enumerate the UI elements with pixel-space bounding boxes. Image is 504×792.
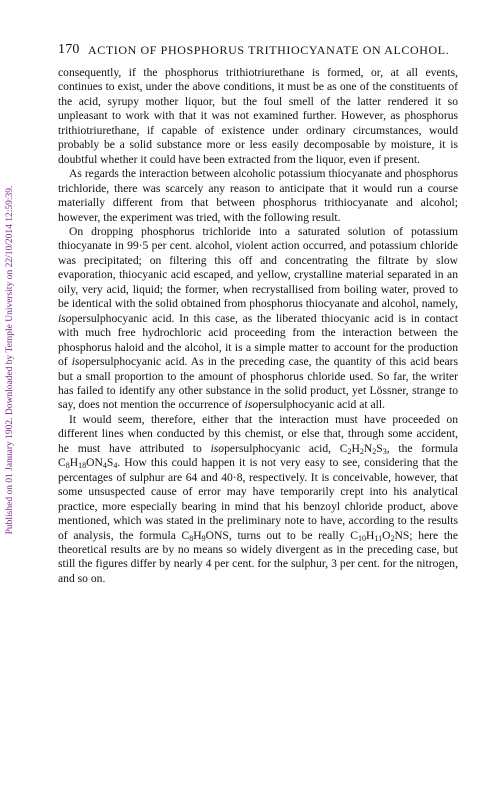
paragraph-1: consequently, if the phosphorus trithiotriurethane is formed, or, at all events, continues to exist, under the above conditions, it must be as one of the constituents of the acid, syrupy mother liquor, but the foul smell of the latter rendered it so unpleasant to work with that it was not examined further. However, as phosphorus trithiotriurethane, if capable of existence under ordinary circumstances, would probably be a solid substance more or less easily decomposable by moisture, it is doubtful whether it could have been extracted from the liquor, even if present. — [58, 66, 458, 166]
formula-subscript: 4 — [113, 461, 118, 471]
running-header — [58, 42, 458, 58]
formula-atom: S — [106, 456, 114, 470]
formula-subscript: 2 — [372, 446, 377, 456]
paragraph-2: As regards the interaction between alcoholic potassium thiocyanate and phosphorus trichloride, there was scarcely any reason to anticipate that it would run a course materially different from that between phosphorus trithiocyanate and alcohol; however, the experiment was tried, with the following result. — [58, 167, 458, 224]
formula-atom: ONS — [205, 528, 229, 542]
formula-atom: O — [382, 528, 391, 542]
formula-atom: H — [193, 528, 202, 542]
paragraph-3 — [58, 225, 458, 413]
text-run: . How this could happen it is not very easy to see, considering that the percentages of sulphur are 64 and 40·8, respectively. It is conceivable, however, that some unsuspected cause of error may have temporarily crept into his analytical practice, more especially bearing in mind that his benzoyl chloride product, above mentioned, which was stated in the preliminary note to have, according to the results of analysis, the formula — [58, 456, 458, 542]
formula-subscript: 11 — [374, 533, 383, 543]
text-run: It would seem, therefore, either that the interaction must have proceeded on different lines when conducted by this chemist, or else that, through some accident, he must have attributed to — [58, 412, 458, 455]
text-run: persulphocyanic acid. In this case, as the liberated thiocyanic acid is in contact with much free hydrochloric acid proceeding from the interaction between the phosphorus haloid and the alcohol, it is a simple matter to account for the production of — [58, 311, 458, 369]
formula-atom: C — [58, 456, 66, 470]
formula-atom: NS — [394, 528, 410, 542]
formula-subscript: 2 — [347, 446, 352, 456]
formula-subscript: 3 — [382, 446, 387, 456]
paragraph-4 — [58, 413, 458, 586]
formula-subscript: 18 — [78, 461, 87, 471]
italic-prefix: iso — [58, 311, 72, 325]
page-number: 170 — [58, 42, 80, 57]
formula-stated — [182, 529, 229, 542]
formula-atom: H — [366, 528, 375, 542]
formula-atom: C — [350, 528, 358, 542]
formula-atom: N — [363, 441, 373, 455]
formula-atom: H — [351, 441, 360, 455]
formula-subscript: 8 — [189, 533, 194, 543]
formula-subscript: 10 — [358, 533, 366, 543]
formula-actual — [350, 529, 409, 542]
formula-subscript: 8 — [65, 461, 70, 471]
formula-atom: C — [181, 528, 190, 542]
formula-subscript: 2 — [390, 533, 395, 543]
formula-atom: S — [376, 441, 383, 455]
text-run: , turns out to be really — [228, 528, 351, 542]
formula-subscript: 2 — [359, 446, 364, 456]
formula-subscript: 4 — [102, 461, 107, 471]
article-body — [58, 66, 458, 586]
italic-prefix: iso — [71, 355, 86, 369]
text-run: persulphocyanic acid, — [224, 441, 340, 455]
text-run: ; here the theoretical results are by no means so widely divergent as in the preceding case, but still the figures differ by nearly 4 per cent. for the sulphur, 3 per cent. for the nitrogen, and so on. — [58, 528, 458, 585]
text-run: On dropping phosphorus trichloride into a saturated solution of potassium thiocyanate in 99·5 per cent. alcohol, violent action occurred, and potassium chloride was precipitated; on filtering this off and concentrating the filtrate by slow evaporation, thiocyanic acid escaped, and yellow, crystalline material separated in an oily, very acid, liquid; the former, when recrystallised from boiling water, proved to be identical with the solid obtained from phosphorus thiocyanate and alcohol, namely, — [58, 224, 458, 311]
formula-subscript: 9 — [201, 533, 206, 543]
formula-lossner — [58, 456, 117, 469]
text-run: persulphocyanic acid at all. — [258, 398, 385, 412]
formula-atom: C — [339, 441, 348, 455]
formula-isopersulphocyanic — [340, 442, 387, 455]
text-run: , the formula — [386, 441, 458, 455]
provenance-text: Published on 01 January 1902. Downloaded by Temple University on 22/10/2014 12:59:39. — [5, 185, 15, 535]
running-title: ACTION OF PHOSPHORUS TRITHIOCYANATE ON ALCOHOL. — [88, 43, 450, 57]
italic-prefix: iso — [210, 441, 225, 455]
text-run: persulphocyanic acid. As in the preceding case, the quantity of this acid bears but a small proportion to the amount of phosphorus chloride used. So far, the writer has failed to identify any other substance in the solid product, yet Lössner, strange to say, does not mention the occurrence of — [58, 355, 458, 412]
formula-atom: ON — [86, 456, 103, 470]
formula-atom: H — [69, 456, 79, 470]
provenance-margin-note — [0, 80, 20, 640]
italic-prefix: iso — [244, 398, 259, 412]
